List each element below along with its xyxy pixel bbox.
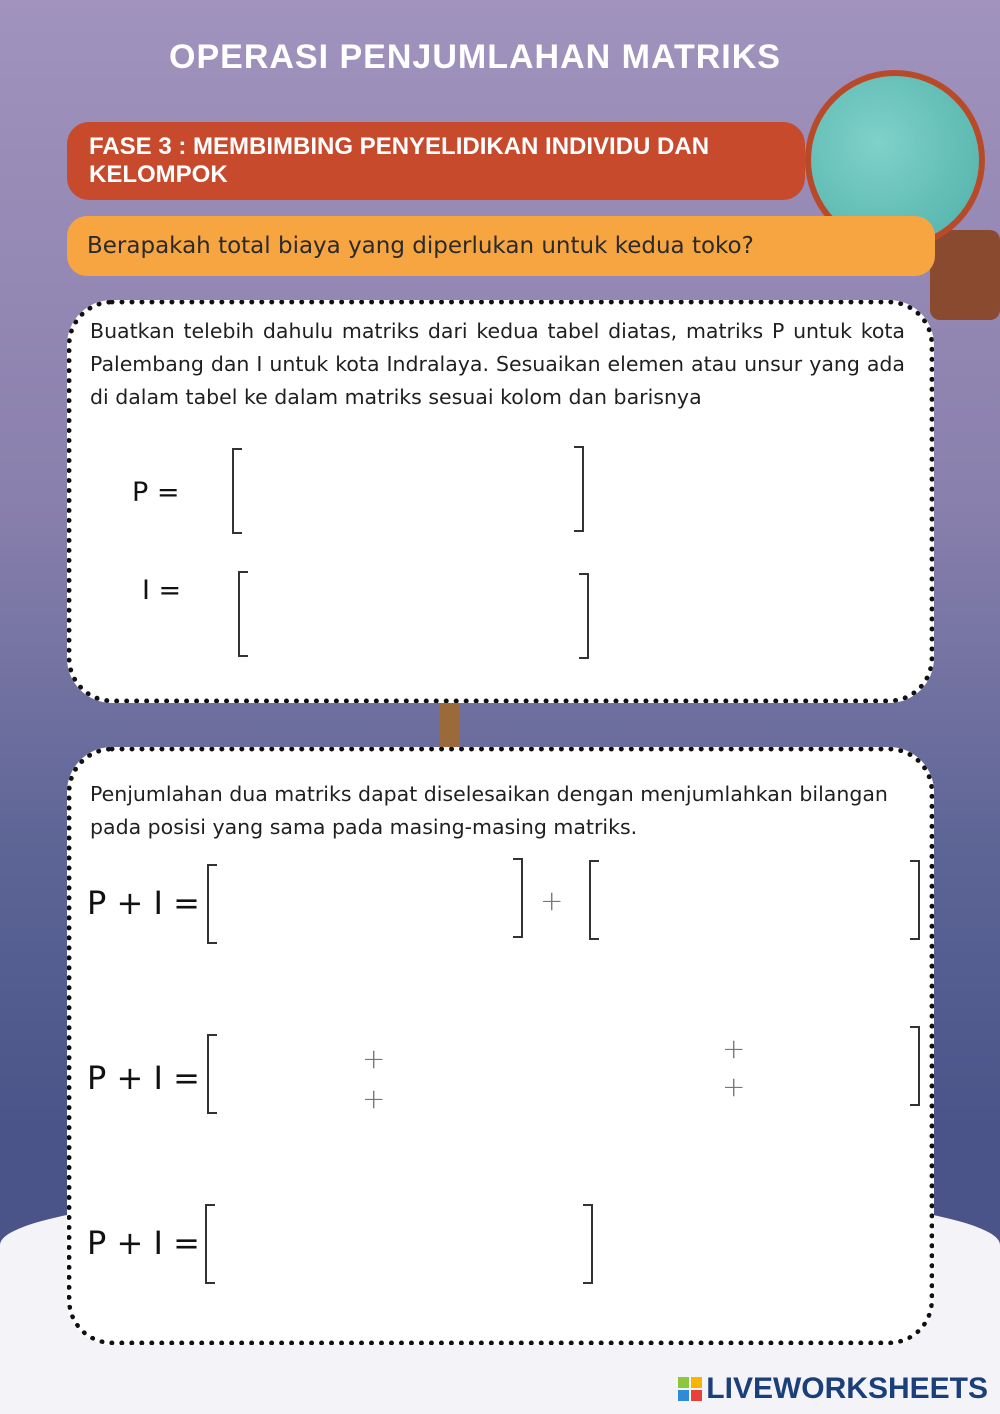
bracket-left [205, 1204, 215, 1284]
logo-icon [678, 1377, 702, 1401]
matrix-i-input[interactable] [252, 578, 582, 650]
bracket-left [207, 1034, 217, 1114]
sum-element-input[interactable] [222, 1037, 357, 1072]
bracket-left [238, 571, 248, 657]
page-title: OPERASI PENJUMLAHAN MATRIKS [169, 38, 781, 76]
matrix-p-input[interactable] [247, 455, 577, 527]
plus-sign: + [722, 1032, 746, 1065]
sum-label-2: P + I = [87, 1059, 200, 1097]
logo-text: LIVEWORKSHEETS [706, 1372, 988, 1405]
bracket-left [589, 860, 599, 940]
bracket-right [910, 860, 920, 940]
plus-sign: + [362, 1042, 386, 1075]
sum-label-3: P + I = [87, 1224, 200, 1262]
sum-p-input[interactable] [222, 867, 512, 939]
p-label: P = [132, 477, 180, 508]
phase-banner: FASE 3 : MEMBIMBING PENYELIDIKAN INDIVIDU DAN KELOMPOK [67, 122, 805, 200]
question-bar: Berapakah total biaya yang diperlukan untuk kedua toko? [67, 216, 935, 276]
connector-post [440, 703, 460, 747]
bracket-left [232, 448, 242, 534]
globe-stand-decoration [930, 230, 1000, 320]
bracket-left [207, 864, 217, 944]
i-label: I = [142, 575, 182, 606]
bracket-right [574, 446, 584, 532]
plus-sign: + [540, 884, 564, 917]
instruction-text: Buatkan telebih dahulu matriks dari kedua tabel diatas, matriks P untuk kota Palembang dan I untuk kota Indralaya. Sesuaikan elemen atau unsur yang ada di dalam tabel ke dalam matriks sesuai kolom dan barisnya [90, 319, 905, 409]
bracket-right [583, 1204, 593, 1284]
sum-result-input[interactable] [222, 1207, 582, 1279]
plus-sign: + [722, 1070, 746, 1103]
plus-sign: + [362, 1082, 386, 1115]
bracket-right [513, 858, 523, 938]
bracket-right [579, 573, 589, 659]
sum-label-1: P + I = [87, 884, 200, 922]
matrix-addition-box [67, 747, 934, 1345]
liveworksheets-logo [678, 1372, 988, 1406]
sum-i-input[interactable] [604, 864, 904, 936]
addition-instruction: Penjumlahan dua matriks dapat diselesaikan dengan menjumlahkan bilangan pada posisi yang sama pada masing-masing matriks. [90, 782, 888, 839]
bracket-right [910, 1026, 920, 1106]
matrix-definition-box [67, 300, 934, 703]
